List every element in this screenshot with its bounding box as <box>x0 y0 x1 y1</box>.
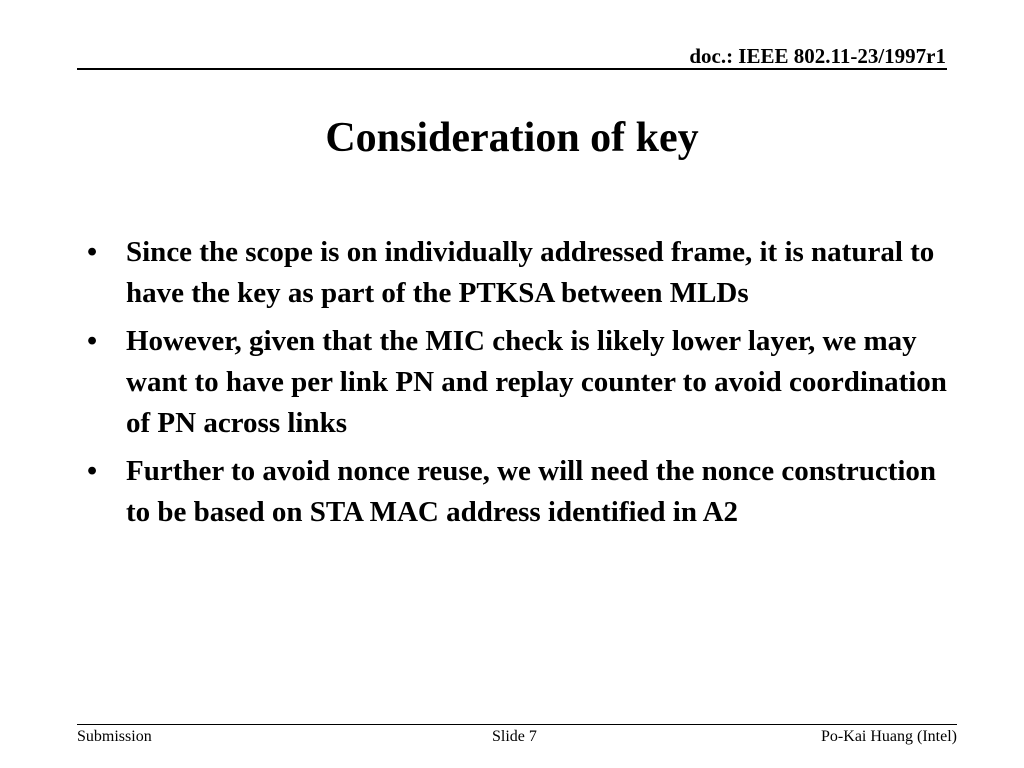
document-id: doc.: IEEE 802.11-23/1997r1 <box>689 44 946 68</box>
footer-divider <box>77 724 957 725</box>
bullet-text: Since the scope is on individually addressed frame, it is natural to have the key as part of the PTKSA between MLDs <box>126 236 935 309</box>
bullet-list <box>87 232 947 540</box>
footer-slide-number: Slide 7 <box>492 728 537 745</box>
footer-author: Po-Kai Huang (Intel) <box>821 728 957 745</box>
bullet-marker: • <box>87 236 98 268</box>
slide-title: Consideration of key <box>325 115 699 161</box>
bullet-text: However, given that the MIC check is likely lower layer, we may want to have per link PN and replay counter to avoid coordination of PN across links <box>126 325 947 439</box>
footer-submission: Submission <box>77 728 152 745</box>
bullet-item <box>87 451 947 533</box>
bullet-item <box>87 321 947 444</box>
header-divider <box>77 68 947 70</box>
bullet-marker: • <box>87 325 98 357</box>
bullet-text: Further to avoid nonce reuse, we will need the nonce construction to be based on STA MAC address identified in A2 <box>126 455 937 528</box>
bullet-marker: • <box>87 455 98 487</box>
bullet-item <box>87 232 947 314</box>
